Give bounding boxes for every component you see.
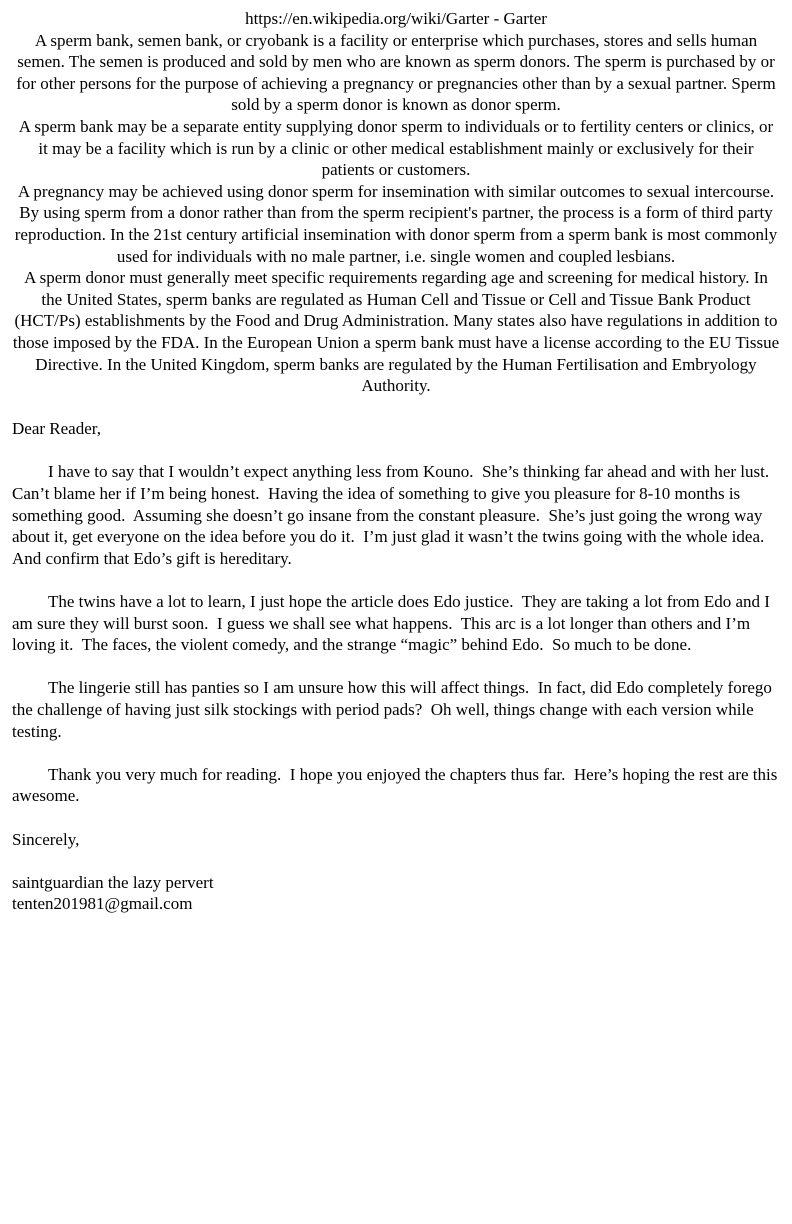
letter-paragraph: The lingerie still has panties so I am unsure how this will affect things. In fact, did Edo completely forego the challenge of having just silk stockings with period pads? Oh well, things change with each version while testing. <box>12 678 777 741</box>
wiki-paragraph: A sperm donor must generally meet specific requirements regarding age and screening for medical history. In the United States, sperm banks are regulated as Human Cell and Tissue or Cell and Tissue Bank Product (HCT/Ps) establishments by the Food and Drug Administration. Many states also have regulations in addition to those imposed by the FDA. In the European Union a sperm bank must have a license according to the EU Tissue Directive. In the United Kingdom, sperm banks are regulated by the Human Fertilisation and Embryology Authority. <box>12 268 780 396</box>
wiki-excerpt <box>12 30 780 397</box>
wiki-paragraph: A pregnancy may be achieved using donor sperm for insemination with similar outcomes to sexual intercourse. By using sperm from a donor rather than from the sperm recipient's partner, the process is a form of third party reproduction. In the 21st century artificial insemination with donor sperm from a sperm bank is most commonly used for individuals with no male partner, i.e. single women and coupled lesbians. <box>14 181 778 266</box>
letter-paragraph: The twins have a lot to learn, I just hope the article does Edo justice. They are taking a lot from Edo and I am sure they will burst soon. I guess we shall see what happens. This arc is a lot longer than others and I’m loving it. The faces, the violent comedy, and the strange “magic” behind Edo. So much to be done. <box>12 592 775 655</box>
letter-body <box>12 418 780 915</box>
salutation: Dear Reader, <box>12 419 101 439</box>
signature-name: saintguardian the lazy pervert <box>12 872 214 892</box>
wiki-paragraph: A sperm bank may be a separate entity supplying donor sperm to individuals or to fertility centers or clinics, or it may be a facility which is run by a clinic or other medical establishment mainly or exclusively for their patients or customers. <box>18 116 774 180</box>
closing: Sincerely, <box>12 829 80 849</box>
wiki-paragraph: A sperm bank, semen bank, or cryobank is a facility or enterprise which purchases, stores and sells human semen. The semen is produced and sold by men who are known as sperm donors. The sperm is purchased by or for other persons for the purpose of achieving a pregnancy or pregnancies other than by a sexual partner. Sperm sold by a sperm donor is known as donor sperm. <box>16 30 776 115</box>
signature-email: tenten201981@gmail.com <box>12 894 193 914</box>
letter-paragraph: Thank you very much for reading. I hope you enjoyed the chapters thus far. Here’s hoping the rest are this awesome. <box>12 764 782 806</box>
source-url-line: https://en.wikipedia.org/wiki/Garter - Garter <box>245 9 547 28</box>
letter-paragraph: I have to say that I wouldn’t expect anything less from Kouno. She’s thinking far ahead and with her lust. Can’t blame her if I’m being honest. Having the idea of something to give you pleasure for 8-10 months is something good. Assuming she doesn’t go insane from the constant pleasure. She’s just going the wrong way about it, get everyone on the idea before you do it. I’m just glad it wasn’t the twins going with the whole idea. And confirm that Edo’s gift is hereditary. <box>12 462 778 568</box>
